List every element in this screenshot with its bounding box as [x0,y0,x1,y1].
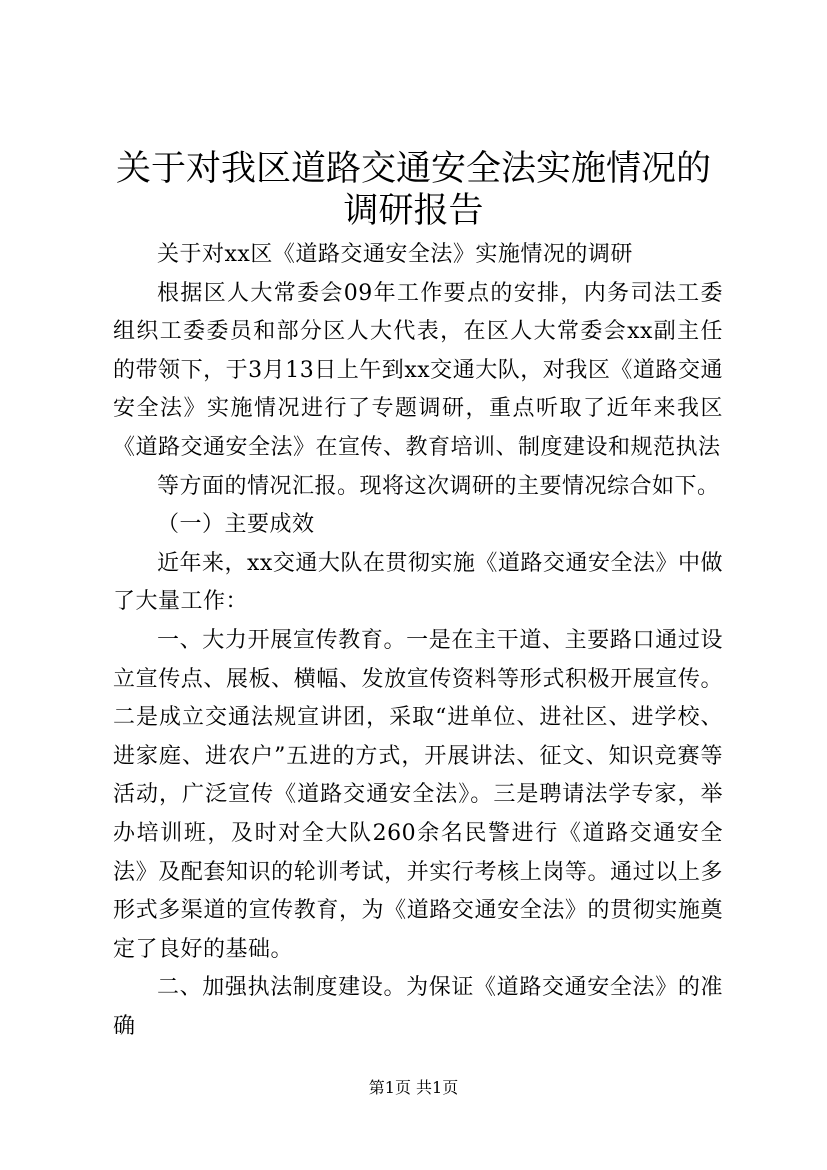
paragraph-enforcement: 二、加强执法制度建设。为保证《道路交通安全法》的准确 [113,975,723,1039]
paragraph-publicity: 一、大力开展宣传教育。一是在主干道、主要路口通过设立宣传点、展板、横幅、发放宣传资料等形式积极开展宣传。二是成立交通法规宣讲团，采取“进单位、进社区、进学校、进家庭、进农户”五进的方式，开展讲法、征文、知识竞赛等活动，广泛宣传《道路交通安全法》。三是聘请法学专家，举办培训班，及时对全大队260余名民警进行《道路交通安全法》及配套知识的轮训考试，并实行考核上岗等。通过以上多形式多渠道的宣传教育，为《道路交通安全法》的贯彻实施奠定了良好的基础。 [113,627,723,962]
paragraph-intro: 根据区人大常委会09年工作要点的安排，内务司法工委组织工委委员和部分区人大代表，在区人大常委会xx副主任的带领下，于3月13日上午到xx交通大队，对我区《道路交通安全法》实施情况进行了专题调研，重点听取了近年来我区《道路交通安全法》在宣传、教育培训、制度建设和规范执法 [113,280,723,460]
paragraph-subtitle: 关于对xx区《道路交通安全法》实施情况的调研 [157,242,633,267]
page-number-footer: 第1页 共1页 [368,1078,459,1097]
paragraph-overview: 近年来，xx交通大队在贯彻实施《道路交通安全法》中做了大量工作： [113,550,723,615]
paragraph-intro-continued: 等方面的情况汇报。现将这次调研的主要情况综合如下。 [157,473,720,499]
document-title: 关于对我区道路交通安全法实施情况的调研报告 [115,149,711,231]
document-body [113,236,723,1046]
section-heading-achievements: （一）主要成效 [157,512,315,538]
